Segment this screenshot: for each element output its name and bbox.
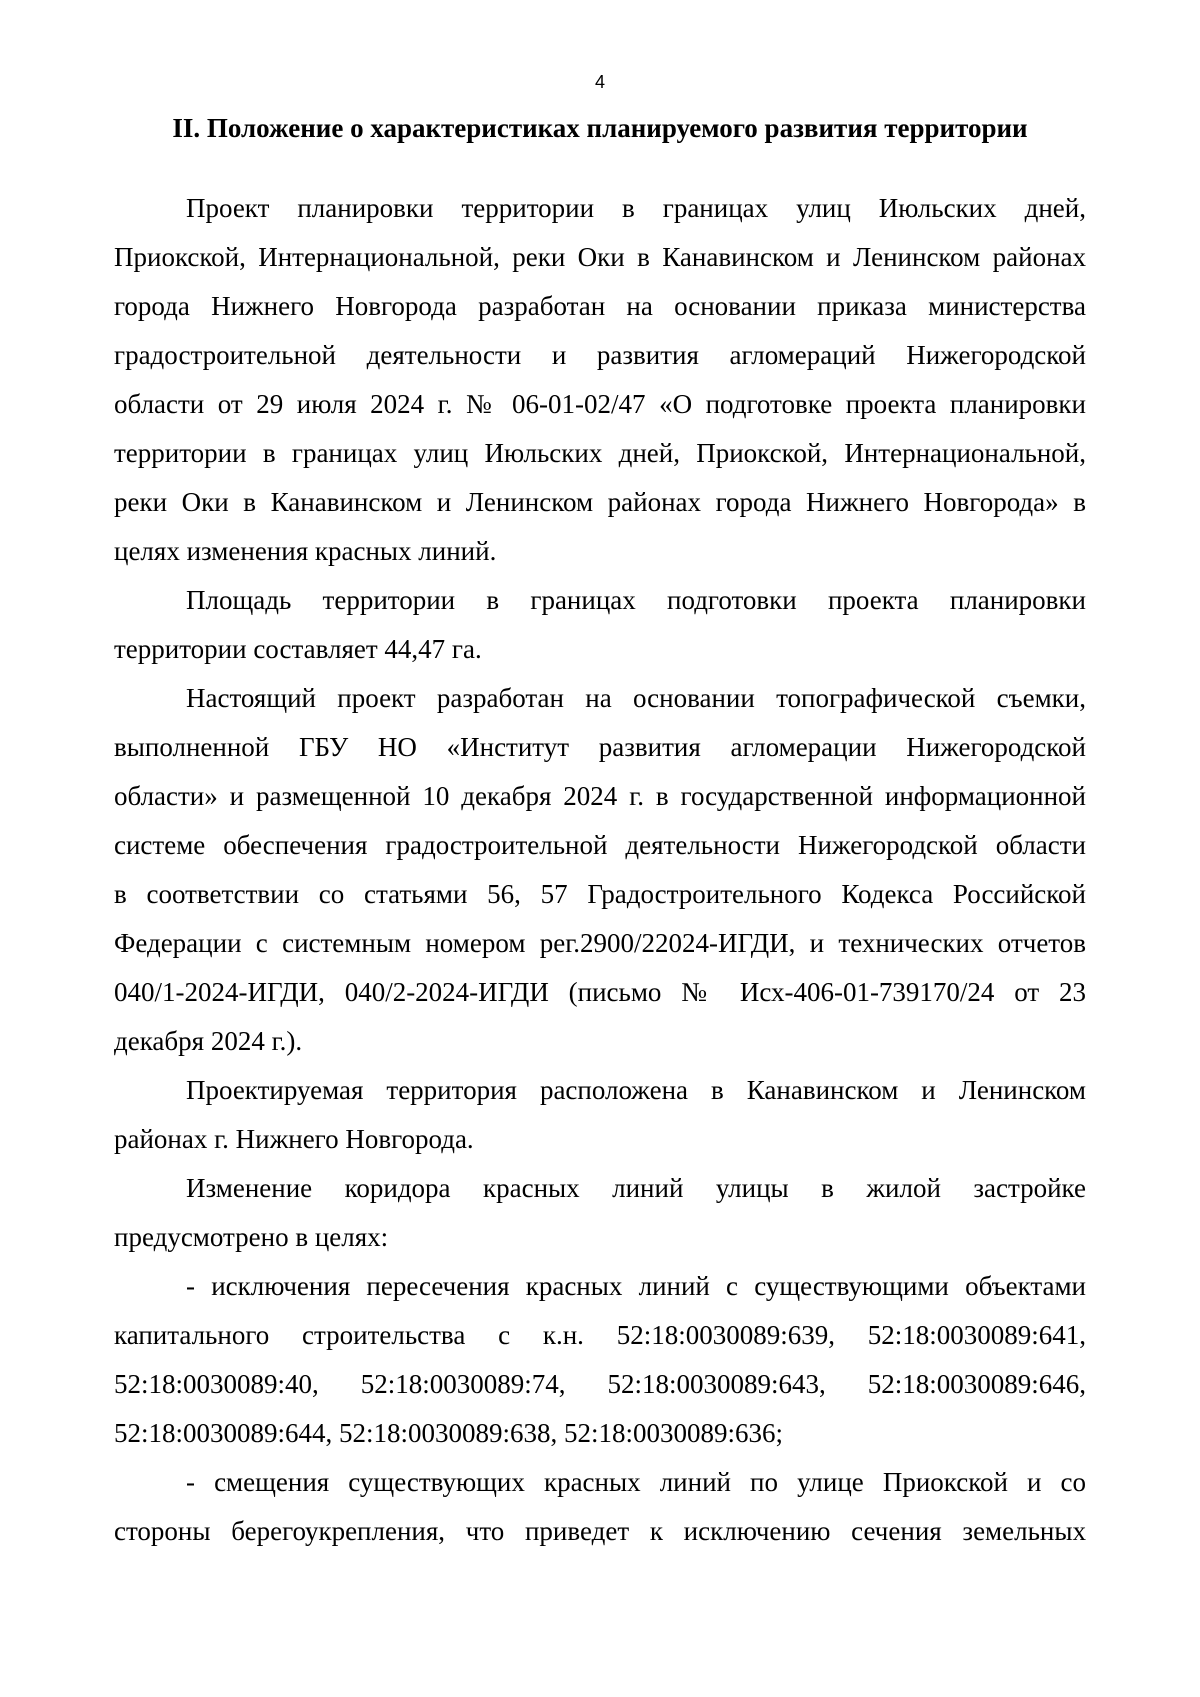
text-line: реки Оки в Канавинском и Ленинском районах города Нижнего Новгорода» в — [114, 487, 1086, 517]
text-line: системе обеспечения градостроительной деятельности Нижегородской области — [114, 830, 1086, 860]
section-heading: II. Положение о характеристиках планируемого развития территории — [172, 113, 1028, 143]
paragraph — [114, 1262, 1086, 1458]
text-line: выполненной ГБУ НО «Институт развития агломерации Нижегородской — [114, 732, 1086, 762]
text-line: 040/1-2024-ИГДИ, 040/2-2024-ИГДИ (письмо № Исх-406-01-739170/24 от 23 — [114, 977, 1086, 1007]
text-line: Проект планировки территории в границах улиц Июльских дней, — [186, 193, 1086, 223]
paragraph — [114, 1066, 1086, 1164]
text-line: Площадь территории в границах подготовки проекта планировки — [186, 585, 1086, 615]
text-line: территории составляет 44,47 га. — [114, 634, 482, 664]
text-line: районах г. Нижнего Новгорода. — [114, 1124, 474, 1154]
text-line: 52:18:0030089:644, 52:18:0030089:638, 52:18:0030089:636; — [114, 1418, 784, 1448]
text-line: города Нижнего Новгорода разработан на основании приказа министерства — [114, 291, 1086, 321]
text-line: территории в границах улиц Июльских дней, Приокской, Интернациональной, — [114, 438, 1086, 468]
text-line: - смещения существующих красных линий по улице Приокской и со — [186, 1467, 1086, 1497]
paragraph — [114, 1458, 1086, 1556]
text-line: Проектируемая территория расположена в Канавинском и Ленинском — [186, 1075, 1086, 1105]
text-line: Изменение коридора красных линий улицы в жилой застройке — [186, 1173, 1086, 1203]
paragraph — [114, 576, 1086, 674]
text-line: области от 29 июля 2024 г. № 06-01-02/47 «О подготовке проекта планировки — [114, 389, 1086, 419]
text-line: - исключения пересечения красных линий с существующими объектами — [186, 1271, 1086, 1301]
paragraph — [114, 1164, 1086, 1262]
paragraph — [114, 184, 1086, 576]
text-line: Настоящий проект разработан на основании топографической съемки, — [186, 683, 1086, 713]
text-line: капитального строительства с к.н. 52:18:0030089:639, 52:18:0030089:641, — [114, 1320, 1086, 1350]
page-number: 4 — [594, 72, 605, 92]
text-line: стороны берегоукрепления, что приведет к исключению сечения земельных — [114, 1516, 1086, 1546]
text-line: Федерации с системным номером рег.2900/22024-ИГДИ, и технических отчетов — [114, 928, 1086, 958]
document-body — [114, 184, 1086, 1556]
text-line: области» и размещенной 10 декабря 2024 г. в государственной информационной — [114, 781, 1086, 811]
text-line: 52:18:0030089:40, 52:18:0030089:74, 52:18:0030089:643, 52:18:0030089:646, — [114, 1369, 1086, 1399]
text-line: целях изменения красных линий. — [114, 536, 497, 566]
text-line: предусмотрено в целях: — [114, 1222, 389, 1252]
text-line: Приокской, Интернациональной, реки Оки в Канавинском и Ленинском районах — [114, 242, 1086, 272]
text-line: декабря 2024 г.). — [114, 1026, 303, 1056]
text-line: градостроительной деятельности и развития агломераций Нижегородской — [114, 340, 1086, 370]
paragraph — [114, 674, 1086, 1066]
text-line: в соответствии со статьями 56, 57 Градостроительного Кодекса Российской — [114, 879, 1086, 909]
